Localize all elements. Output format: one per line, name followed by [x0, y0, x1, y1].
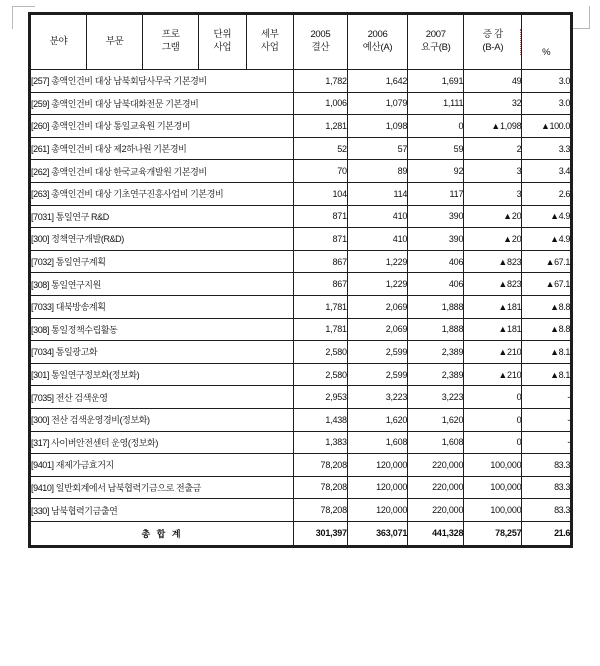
cell-2005: 1,781 [293, 295, 347, 318]
cell-2006: 120,000 [347, 476, 407, 499]
cell-2005: 78,208 [293, 499, 347, 522]
cell-delta: ▲823 [464, 273, 522, 296]
cell-2007: 92 [408, 160, 464, 183]
cell-percent: ▲8.8 [522, 295, 571, 318]
col-header-unit-project [199, 15, 246, 70]
cell-2005: 867 [293, 250, 347, 273]
cell-2006: 114 [347, 182, 407, 205]
cell-2007: 59 [408, 137, 464, 160]
cell-2007: 1,620 [408, 408, 464, 431]
col-header-detail-line1: 세부 [260, 29, 279, 41]
cell-percent: - [522, 408, 571, 431]
cell-2007: 390 [408, 228, 464, 251]
row-label: [261] 총액인건비 대상 제2하나원 기본경비 [31, 137, 294, 160]
row-label: [300] 정책연구개발(R&D) [31, 228, 294, 251]
cell-2005: 1,438 [293, 408, 347, 431]
table-row[interactable] [31, 341, 571, 364]
table-row[interactable] [31, 92, 571, 115]
table-row[interactable] [31, 408, 571, 431]
total-2006: 363,071 [347, 521, 407, 545]
row-label: [301] 통일연구정보화(정보화) [31, 363, 294, 386]
cell-2005: 871 [293, 205, 347, 228]
row-label: [7032] 통일연구계획 [31, 250, 294, 273]
cell-percent: - [522, 386, 571, 409]
col-header-detail-project [246, 15, 293, 70]
cell-percent: ▲67.1 [522, 250, 571, 273]
cell-2007: 1,608 [408, 431, 464, 454]
table-row[interactable] [31, 115, 571, 138]
table-row[interactable] [31, 250, 571, 273]
cell-2007: 117 [408, 182, 464, 205]
row-label: [7035] 전산 검색운영 [31, 386, 294, 409]
cell-2007: 1,111 [408, 92, 464, 115]
cell-2005: 1,781 [293, 318, 347, 341]
table-row[interactable] [31, 273, 571, 296]
col-header-detail-line2: 사업 [260, 42, 279, 53]
cell-delta: ▲823 [464, 250, 522, 273]
cell-2007: 406 [408, 273, 464, 296]
cell-delta: 0 [464, 431, 522, 454]
col-header-sector [87, 15, 143, 70]
cell-2005: 867 [293, 273, 347, 296]
cell-percent: 83.3 [522, 476, 571, 499]
total-row-label: 총 합 계 [31, 521, 294, 545]
budget-table [30, 14, 571, 546]
col-header-percent-label: % [542, 46, 551, 58]
cell-2005: 1,782 [293, 70, 347, 93]
cell-percent: - [522, 431, 571, 454]
cell-2005: 1,006 [293, 92, 347, 115]
budget-table-container [30, 14, 571, 546]
cell-delta: 3 [464, 182, 522, 205]
col-header-percent [522, 15, 571, 70]
row-label: [308] 통일연구지원 [31, 273, 294, 296]
cell-2006: 1,229 [347, 273, 407, 296]
row-label: [259] 총액인건비 대상 남북대화전문 기본경비 [31, 92, 294, 115]
cell-percent: 3.0 [522, 70, 571, 93]
cell-2007: 2,389 [408, 363, 464, 386]
cell-percent: 2.6 [522, 182, 571, 205]
cell-percent: 3.4 [522, 160, 571, 183]
cell-2006: 2,599 [347, 341, 407, 364]
row-label: [7033] 대북방송계획 [31, 295, 294, 318]
col-header-2005 [293, 15, 347, 70]
cell-2007: 220,000 [408, 454, 464, 477]
cell-2005: 70 [293, 160, 347, 183]
row-label: [263] 총액인건비 대상 기초연구진흥사업비 기본경비 [31, 182, 294, 205]
table-row[interactable] [31, 228, 571, 251]
cell-2006: 2,069 [347, 318, 407, 341]
cell-delta: ▲181 [464, 318, 522, 341]
cell-2005: 2,953 [293, 386, 347, 409]
cell-2005: 2,580 [293, 341, 347, 364]
col-header-delta [464, 15, 522, 70]
cell-delta: 49 [464, 70, 522, 93]
cell-delta: 0 [464, 386, 522, 409]
col-header-delta-text [464, 15, 521, 69]
row-label: [317] 사이버안전센터 운영(정보화) [31, 431, 294, 454]
row-label: [9401] 재제가금효거지 [31, 454, 294, 477]
cell-2007: 2,389 [408, 341, 464, 364]
cell-2006: 1,620 [347, 408, 407, 431]
col-header-field-label: 분야 [49, 35, 68, 47]
cell-percent: 3.0 [522, 92, 571, 115]
table-row[interactable] [31, 205, 571, 228]
col-header-unit-line1: 단위 [213, 29, 232, 41]
table-row[interactable] [31, 499, 571, 522]
cell-delta: 2 [464, 137, 522, 160]
cell-2006: 120,000 [347, 454, 407, 477]
row-label: [257] 총액인건비 대상 남북회담사무국 기본경비 [31, 70, 294, 93]
cell-2005: 871 [293, 228, 347, 251]
table-row[interactable] [31, 182, 571, 205]
cell-2006: 89 [347, 160, 407, 183]
table-header-row [31, 15, 571, 70]
total-percent: 21.6 [522, 521, 571, 545]
cell-2007: 390 [408, 205, 464, 228]
cell-delta: ▲1,098 [464, 115, 522, 138]
cell-delta: 100,000 [464, 454, 522, 477]
cell-2006: 410 [347, 205, 407, 228]
table-row[interactable] [31, 70, 571, 93]
col-header-2006-line1: 2006 [367, 29, 388, 41]
cell-2006: 1,079 [347, 92, 407, 115]
col-header-2005-line1: 2005 [310, 29, 331, 41]
col-header-2007-line1: 2007 [425, 29, 446, 41]
cell-2006: 1,642 [347, 70, 407, 93]
col-header-2005-line2: 결산 [311, 42, 330, 53]
cell-2007: 3,223 [408, 386, 464, 409]
row-label: [330] 남북협력기금출연 [31, 499, 294, 522]
row-label: [9410] 일반회계에서 남북협력기금으로 전출금 [31, 476, 294, 499]
table-row[interactable] [31, 363, 571, 386]
table-row[interactable] [31, 137, 571, 160]
row-label: [300] 전산 검색운영경비(정보화) [31, 408, 294, 431]
cell-2005: 52 [293, 137, 347, 160]
cell-delta: ▲210 [464, 341, 522, 364]
cell-2005: 2,580 [293, 363, 347, 386]
row-label: [262] 총액인건비 대상 한국교육개발원 기본경비 [31, 160, 294, 183]
cell-2005: 78,208 [293, 454, 347, 477]
cell-delta: 100,000 [464, 499, 522, 522]
col-header-2007-line2: 요구(B) [420, 42, 451, 53]
cell-2006: 410 [347, 228, 407, 251]
cell-2007: 406 [408, 250, 464, 273]
cell-percent: ▲8.1 [522, 363, 571, 386]
col-header-delta-line2: (B-A) [482, 42, 504, 53]
cell-percent: ▲4.9 [522, 205, 571, 228]
table-body [31, 70, 571, 546]
cell-2005: 78,208 [293, 476, 347, 499]
row-label: [7031] 통일연구 R&D [31, 205, 294, 228]
total-2007: 441,328 [408, 521, 464, 545]
row-label: [260] 총액인건비 대상 통일교육원 기본경비 [31, 115, 294, 138]
table-row[interactable] [31, 160, 571, 183]
col-header-field [31, 15, 87, 70]
col-header-program-line1: 프로 [161, 29, 180, 41]
table-row[interactable] [31, 386, 571, 409]
total-2005: 301,397 [293, 521, 347, 545]
cell-percent: ▲8.8 [522, 318, 571, 341]
cell-delta: ▲20 [464, 205, 522, 228]
cell-percent: 83.3 [522, 454, 571, 477]
table-total-row [31, 521, 571, 545]
cell-percent: ▲8.1 [522, 341, 571, 364]
cell-2007: 1,888 [408, 295, 464, 318]
cell-2005: 1,383 [293, 431, 347, 454]
col-header-sector-label: 부문 [105, 35, 124, 47]
cell-2006: 1,098 [347, 115, 407, 138]
cell-2007: 1,691 [408, 70, 464, 93]
cell-delta: ▲20 [464, 228, 522, 251]
cell-delta: 32 [464, 92, 522, 115]
cell-percent: 83.3 [522, 499, 571, 522]
cell-2007: 0 [408, 115, 464, 138]
cell-delta: ▲210 [464, 363, 522, 386]
cell-2006: 3,223 [347, 386, 407, 409]
col-header-2007 [408, 15, 464, 70]
cell-2006: 1,608 [347, 431, 407, 454]
row-label: [308] 통일정책수립활동 [31, 318, 294, 341]
cell-delta: 3 [464, 160, 522, 183]
table-row[interactable] [31, 454, 571, 477]
cell-2006: 120,000 [347, 499, 407, 522]
col-header-delta-line1: 증 감 [482, 29, 503, 41]
cell-percent: ▲100.0 [522, 115, 571, 138]
col-header-program [143, 15, 199, 70]
cell-delta: 0 [464, 408, 522, 431]
table-row[interactable] [31, 476, 571, 499]
cell-percent: ▲4.9 [522, 228, 571, 251]
cell-2006: 2,599 [347, 363, 407, 386]
col-header-delta-inner [464, 15, 521, 69]
total-delta: 78,257 [464, 521, 522, 545]
table-row[interactable] [31, 318, 571, 341]
col-header-2006 [347, 15, 407, 70]
cell-2005: 104 [293, 182, 347, 205]
table-row[interactable] [31, 295, 571, 318]
col-header-unit-line2: 사업 [213, 42, 232, 53]
table-row[interactable] [31, 431, 571, 454]
col-header-program-line2: 그램 [161, 42, 180, 53]
cell-delta: ▲181 [464, 295, 522, 318]
cell-2006: 1,229 [347, 250, 407, 273]
cell-2005: 1,281 [293, 115, 347, 138]
cell-2006: 57 [347, 137, 407, 160]
cell-2007: 220,000 [408, 499, 464, 522]
cell-percent: 3.3 [522, 137, 571, 160]
cell-percent: ▲67.1 [522, 273, 571, 296]
row-label: [7034] 통일광고화 [31, 341, 294, 364]
cell-2006: 2,069 [347, 295, 407, 318]
col-header-2006-line2: 예산(A) [362, 42, 393, 53]
cell-2007: 1,888 [408, 318, 464, 341]
cell-delta: 100,000 [464, 476, 522, 499]
cell-2007: 220,000 [408, 476, 464, 499]
